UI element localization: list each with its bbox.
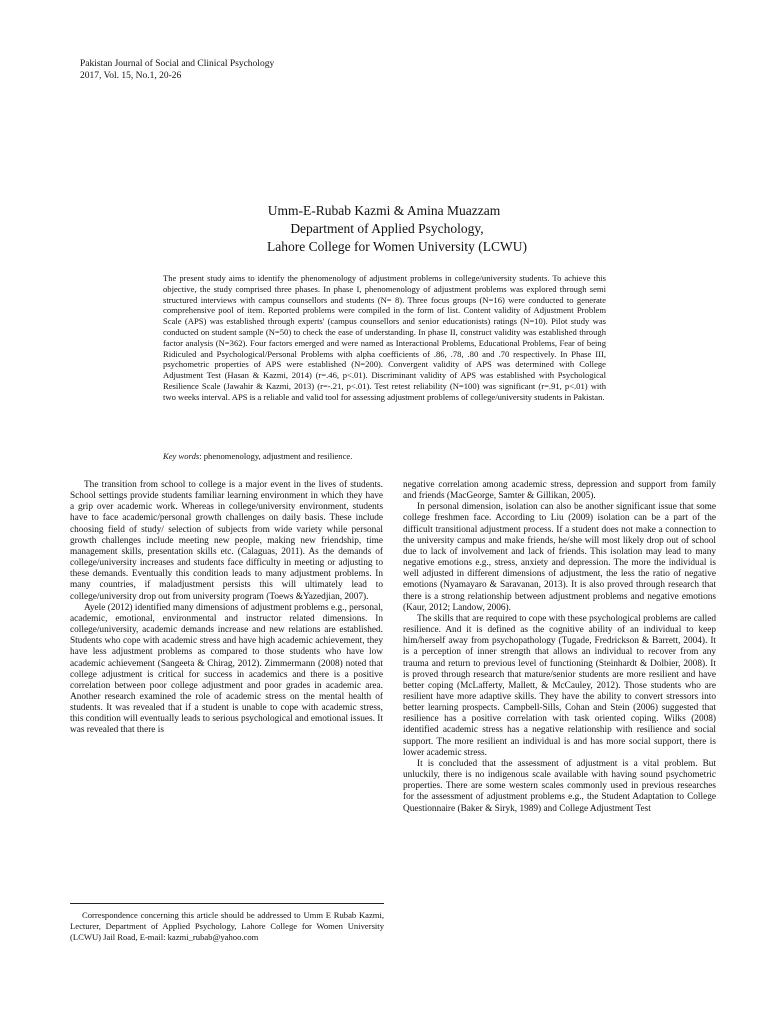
author-institution: Lahore College for Women University (LCWU)	[267, 239, 527, 254]
journal-citation: 2017, Vol. 15, No.1, 20-26	[80, 71, 182, 81]
keywords-list: : phenomenology, adjustment and resilience.	[199, 451, 353, 461]
journal-name: Pakistan Journal of Social and Clinical Psychology	[80, 59, 275, 69]
correspondence-footnote: Correspondence concerning this article should be addressed to Umm E Rubab Kazmi, Lecturer, Department of Applied Psychology, Lahore College for Women University (LCWU) Jail Road, E-mail: kazmi_rubab@yahoo.com	[70, 910, 384, 942]
footnote-divider	[70, 903, 384, 904]
paragraph: The skills that are required to cope with these psychological problems are called resilience. And it is defined as the cognitive ability of an individual to keep him/herself away from psychopathology (Tugade, Fredrickson & Barrett, 2004). It is a perception of inner strength that allows an individual to recover from any trauma and return to previous level of functioning (Steinhardt & Dolbier, 2008). It is proved through research that mature/senior students are more resilient and have better coping (McLafferty, Mallett, & McCauley, 2012). Those students who are resilient have more adaptive skills. They have the ability to convert stressors into better learning prospects. Campbell-Sills, Cohan and Stein (2006) suggested that resilience has a positive correlation with task oriented coping. Wilks (2008) identified academic stress has a negative relationship with resilience and social support. The more resilient an individual is and has more social support, there is lower academic stress.	[403, 613, 716, 758]
author-names: Umm-E-Rubab Kazmi & Amina Muazzam	[267, 203, 501, 218]
body-column-right	[403, 480, 716, 815]
abstract: The present study aims to identify the phenomenology of adjustment problems in college/university students. To achieve this objective, the study comprised three phases. In phase I, phenomenology of adjustment problems was explored through semi structured interviews with campus counsellors and students (N= 8). Three focus groups (N=16) were conducted to generate comprehensive pool of item. Reported problems were compiled in the form of list. Content validity of Adjustment Problem Scale (APS) was established through experts' (campus counsellors and senior educationists) ratings (N=10). Pilot study was conducted on student sample (N=50) to check the ease of understanding. In phase II, construct validity was established through factor analysis (N=362). Four factors emerged and were named as Interactional Problems, Educational Problems, Fear of being Ridiculed and Psychological/Personal Problems with alpha coefficients of .86, .78, .80 and .70 respectively. In Phase III, psychometric properties of APS were established (N=200). Convergent validity of APS was determined with College Adjustment Test (Hasan & Kazmi, 2014) (r=.46, p<.01). Discriminant validity of APS was established with Psychological Resilience Scale (Jawahir & Kazmi, 2013) (r=-.21, p<.01). Test retest reliability (N=100) was significant (r=.91, p<.01) with two weeks interval. APS is a reliable and valid tool for assessing adjustment problems of college/university students in Pakistan.	[163, 273, 606, 402]
keywords	[163, 451, 606, 462]
paragraph: The transition from school to college is a major event in the lives of students. School settings provide students familiar learning environment in which they have a grip over academic work. Whereas in college/university environment, students have to face academic/personal growth challenges on daily basis. These include choosing field of study/ selection of subjects from wide variety while personal growth challenges include meeting new people, making new friendship, time management skills, presentation skills etc. (Calaguas, 2011). As the demands of college/university increases and students face difficulty in meeting or adjusting to these demands. Eventually this condition leads to many adjustment problems. In many countries, if maladjustment persists this will ultimately lead to college/university drop out from university program (Toews &Yazedjian, 2007).	[70, 480, 383, 602]
author-block	[0, 202, 768, 256]
author-department: Department of Applied Psychology,	[290, 221, 484, 236]
paragraph: negative correlation among academic stress, depression and support from family and friends (MacGeorge, Samter & Gillikan, 2005).	[403, 480, 716, 502]
paragraph: In personal dimension, isolation can also be another significant issue that some college freshmen face. According to Liu (2009) isolation can be a part of the difficult transitional adjustment process. If a student does not make a connection to the university campus and make friends, he/she will most likely drop out of school due to lack of involvement and lack of friends. This isolation may lead to many negative emotions e.g., stress, anxiety and depression. The more the individual is well adjusted in different dimensions of adjustment, the less the ratio of negative emotions (Nyamayaro & Saravanan, 2013). It is also proved through research that there is a strong relationship between adjustment problems and negative emotions (Kaur, 2012; Landow, 2006).	[403, 502, 716, 613]
body-column-left	[70, 480, 383, 737]
paragraph: Ayele (2012) identified many dimensions of adjustment problems e.g., personal, academic, emotional, environmental and instructor related dimensions. In college/university, academic demands increase and new relations are established. Students who cope with academic stress and have high academic achievement, they have less adjustment problems as compared to those students who have low academic achievement (Sangeeta & Chirag, 2012). Zimmermann (2008) noted that college adjustment is critical for success in academics and there is a positive correlation between poor college adjustment and poor grades in academic area. Another research examined the role of academic stress on the mental health of students. It was revealed that if a student is unable to cope with academic stress, this condition will eventually leads to serious psychological and emotional issues. It was revealed that there is	[70, 602, 383, 736]
paragraph: It is concluded that the assessment of adjustment is a vital problem. But unluckily, there is no indigenous scale available with having sound psychometric properties. There are some western scales commonly used in previous researches for the assessment of adjustment problems e.g., the Student Adaptation to College Questionnaire (Baker & Siryk, 1989) and College Adjustment Test	[403, 758, 716, 814]
keywords-label: Key words	[163, 451, 200, 461]
journal-header	[80, 58, 274, 82]
